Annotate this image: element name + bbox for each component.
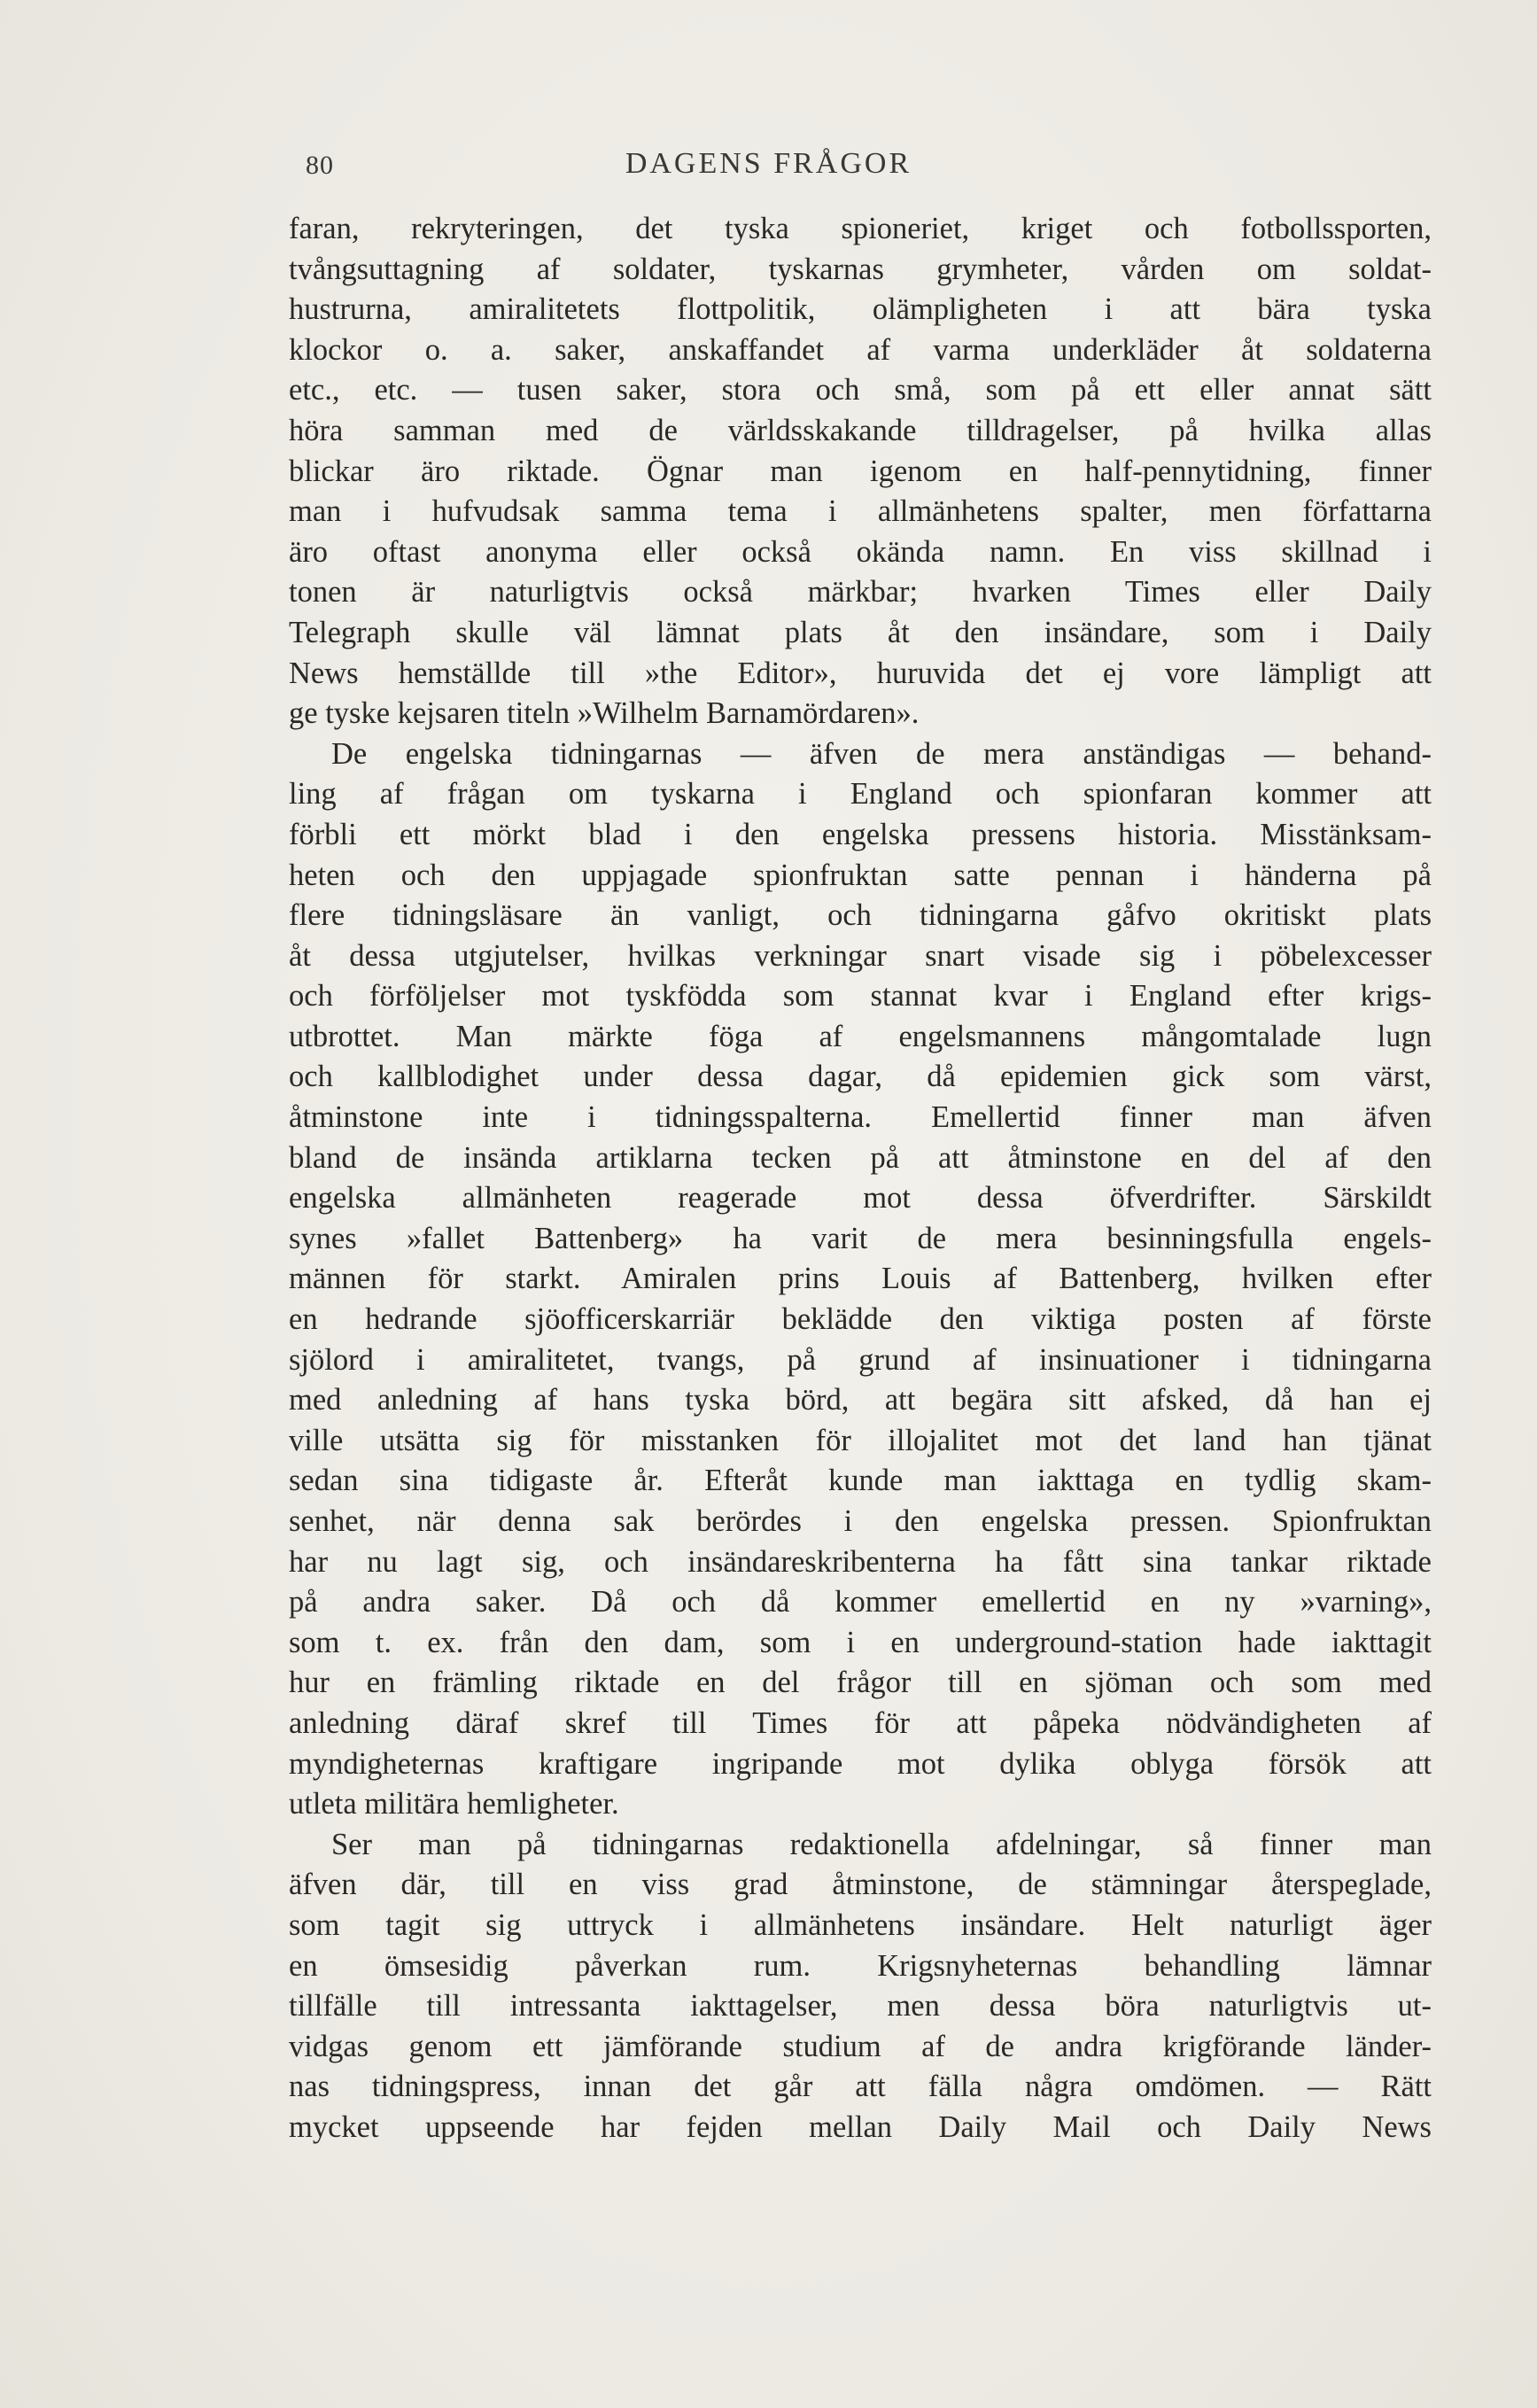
text-line: ville utsätta sig för misstanken för illojalitet mot det land han tjänat [289,1423,1432,1457]
text-line: med anledning af hans tyska börd, att begära sitt afsked, då han ej [289,1383,1432,1418]
text-line: äfven där, till en viss grad åtminstone, de stämningar återspeglade, [289,1868,1432,1902]
text-line: tillfälle till intressanta iakttagelser, men dessa böra naturligtvis ut- [289,1989,1432,2023]
text-line: ge tyske kejsaren titeln »Wilhelm Barnamördaren». [289,696,920,731]
text-line: åtminstone inte i tidningsspalterna. Emellertid finner man äfven [289,1100,1432,1135]
text-line: Telegraph skulle väl lämnat plats åt den insändare, som i Daily [289,615,1432,649]
text-line: tvångsuttagning af soldater, tyskarnas grymheter, vården om soldat- [289,252,1432,286]
text-line: myndigheternas kraftigare ingripande mot dylika oblyga försök att [289,1746,1432,1781]
text-line: ling af frågan om tyskarna i England och spionfaran kommer att [289,777,1432,812]
text-line: förbli ett mörkt blad i den engelska pressens historia. Misstänksam- [289,817,1432,851]
text-line: heten och den uppjagade spionfruktan satte pennan i händerna på [289,858,1432,892]
text-line: bland de insända artiklarna tecken på att åtminstone en del af den [289,1140,1432,1175]
text-line: och förföljelser mot tyskfödda som stannat kvar i England efter krigs- [289,979,1432,1014]
page-number: 80 [306,151,334,180]
text-line: flere tidningsläsare än vanligt, och tidningarna gåfvo okritiskt plats [289,898,1432,933]
text-line: etc., etc. — tusen saker, stora och små, som på ett eller annat sätt [289,373,1432,408]
text-line: De engelska tidningarnas — äfven de mera anständigas — behand- [331,736,1432,771]
text-line: anledning däraf skref till Times för att påpeka nödvändigheten af [289,1705,1432,1740]
text-line: och kallblodighet under dessa dagar, då epidemien gick som värst, [289,1060,1432,1094]
text-line: synes »fallet Battenberg» ha varit de mera besinningsfulla engels- [289,1221,1432,1255]
text-line: vidgas genom ett jämförande studium af de andra krigförande länder- [289,2029,1432,2063]
text-line: engelska allmänheten reagerade mot dessa öfverdrifter. Särskildt [289,1181,1432,1216]
text-line: nas tidningspress, innan det går att fälla några omdömen. — Rätt [289,2070,1432,2104]
body-text [289,209,1432,2148]
text-line: åt dessa utgjutelser, hvilkas verkningar snart visade sig i pöbelexcesser [289,938,1432,973]
text-line: blickar äro riktade. Ögnar man igenom en half-pennytidning, finner [289,454,1432,488]
text-line: Ser man på tidningarnas redaktionella afdelningar, så finner man [331,1827,1432,1861]
text-line: utleta militära hemligheter. [289,1787,619,1822]
running-title: DAGENS FRÅGOR [625,147,912,180]
text-line: en ömsesidig påverkan rum. Krigsnyheternas behandling lämnar [289,1948,1432,1983]
text-line: sjölord i amiralitetet, tvangs, på grund af insinuationer i tidningarna [289,1342,1432,1377]
text-line: hustrurna, amiralitetets flottpolitik, olämpligheten i att bära tyska [289,292,1432,327]
text-line: faran, rekryteringen, det tyska spioneriet, kriget och fotbollssporten, [289,212,1432,245]
text-line: tonen är naturligtvis också märkbar; hvarken Times eller Daily [289,575,1432,610]
text-line: hur en främling riktade en del frågor till en sjöman och som med [289,1666,1432,1700]
text-line: har nu lagt sig, och insändareskribenterna ha fått sina tankar riktade [289,1544,1432,1579]
text-line: sedan sina tidigaste år. Efteråt kunde man iakttaga en tydlig skam- [289,1464,1432,1498]
text-line: News hemställde till »the Editor», huruvida det ej vore lämpligt att [289,656,1432,690]
text-line: höra samman med de världsskakande tilldragelser, på hvilka allas [289,413,1432,447]
text-line: mycket uppseende har fejden mellan Daily Mail och Daily News [289,2109,1432,2144]
text-line: senhet, när denna sak berördes i den engelska pressen. Spionfruktan [289,1504,1432,1538]
text-line: en hedrande sjöofficerskarriär beklädde den viktiga posten af förste [289,1302,1432,1337]
text-line: utbrottet. Man märkte föga af engelsmannens mångomtalade lugn [289,1019,1432,1053]
text-line: som tagit sig uttryck i allmänhetens insändare. Helt naturligt äger [289,1907,1432,1942]
text-line: på andra saker. Då och då kommer emellertid en ny »varning», [289,1585,1432,1620]
text-line: äro oftast anonyma eller också okända namn. En viss skillnad i [289,534,1432,569]
text-line: man i hufvudsak samma tema i allmänhetens spalter, men författarna [289,494,1432,529]
text-line: männen för starkt. Amiralen prins Louis af Battenberg, hvilken efter [289,1262,1432,1296]
text-line: klockor o. a. saker, anskaffandet af varma underkläder åt soldaterna [289,332,1432,367]
text-line: som t. ex. från den dam, som i en underground-station hade iakttagit [289,1625,1432,1659]
